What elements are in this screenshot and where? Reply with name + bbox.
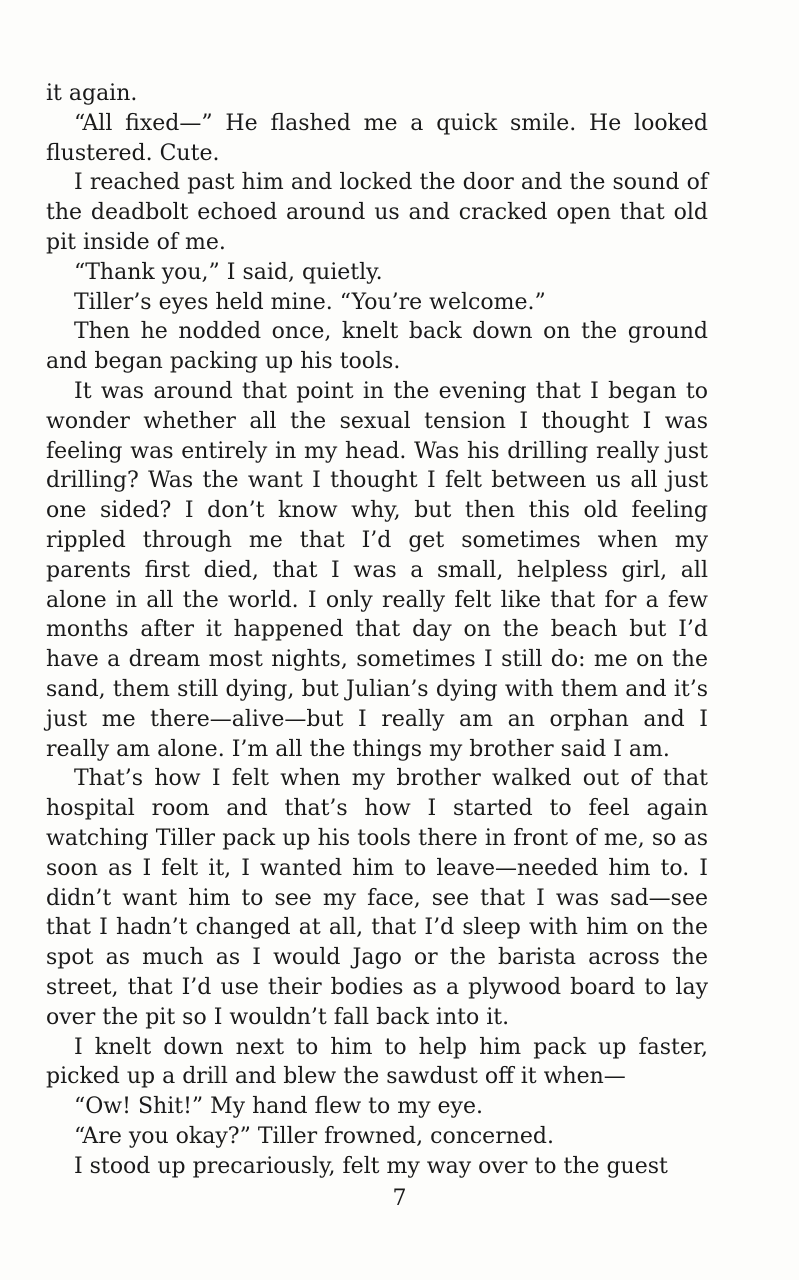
- paragraph-8: That’s how I felt when my brother walked out of that hospital room and that’s how I started to feel again watching Tiller pack up his tools there in front of me, so as soon as I felt it, I wanted him to leave—needed him to. I didn’t want him to see my face, see that I was sad—see that I hadn’t changed at all, that I’d sleep with him on the spot as much as I would Jago or the barista across the street, that I’d use their bodies as a plywood board to lay over the pit so I wouldn’t fall back into it.: [46, 766, 708, 1030]
- paragraph-3: I reached past him and locked the door and the sound of the deadbolt echoed around us and cracked open that old pit inside of me.: [46, 170, 708, 255]
- paragraph-1: it again.: [46, 81, 138, 106]
- paragraph-10: “Ow! Shit!” My hand flew to my eye.: [74, 1094, 483, 1120]
- paragraph-6: Then he nodded once, knelt back down on the ground and began packing up his tools.: [46, 319, 708, 375]
- paragraph-7: It was around that point in the evening that I began to wonder whether all the sexual tension I thought I was feeling was entirely in my head. Was his drilling really just drilling? Was the want I thought I felt between us all just one sided? I don’t know why, but then this old feeling rippled through me that I’d get sometimes when my parents first died, that I was a small, helpless girl, all alone in all the world. I only really felt like that for a few months after it happened that day on the beach but I’d have a dream most nights, sometimes I still do: me on the sand, them still dying, but Julian’s dying with them and it’s just me there—alive—but I really am an orphan and I really am alone. I’m all the things my brother said I am.: [46, 378, 708, 762]
- paragraph-2: “All fixed—” He flashed me a quick smile. He looked flustered. Cute.: [46, 110, 708, 166]
- body-text: [46, 79, 708, 1181]
- paragraph-9: I knelt down next to him to help him pack up faster, picked up a drill and blew the sawdust off it when—: [46, 1034, 708, 1090]
- paragraph-12: I stood up precariously, felt my way over to the guest: [74, 1153, 668, 1179]
- paragraph-5: Tiller’s eyes held mine. “You’re welcome.”: [74, 289, 546, 315]
- paragraph-11: “Are you okay?” Tiller frowned, concerned.: [74, 1123, 554, 1149]
- page-number: 7: [392, 1186, 407, 1211]
- paragraph-4: “Thank you,” I said, quietly.: [74, 259, 383, 285]
